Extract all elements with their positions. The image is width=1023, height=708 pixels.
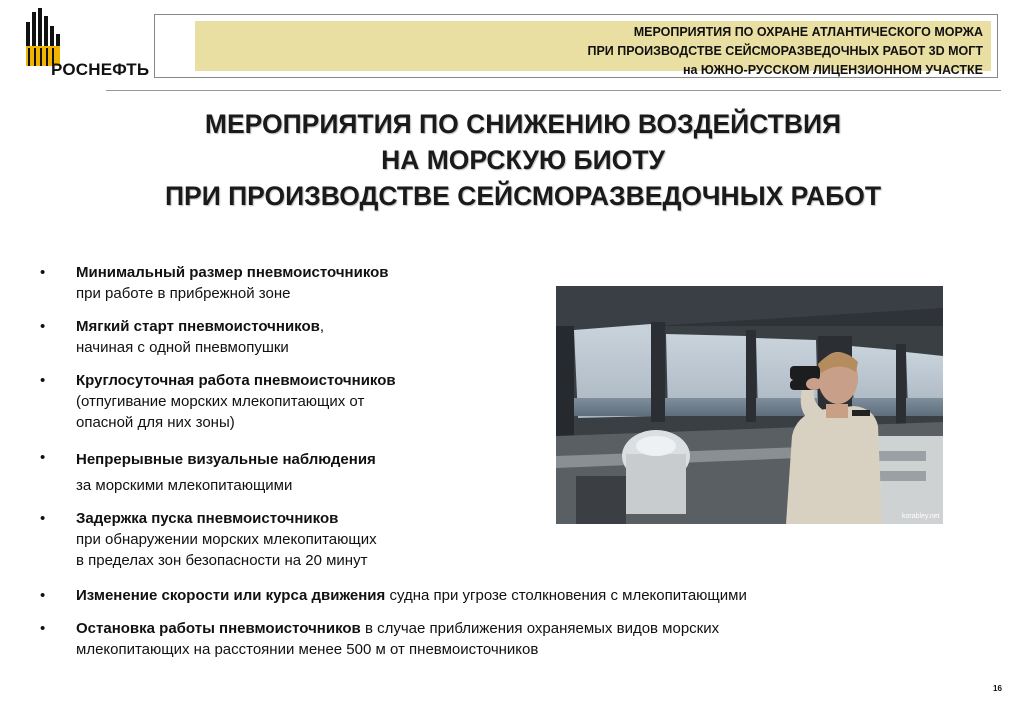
item-line-3: в пределах зон безопасности на 20 минут — [76, 552, 368, 569]
bullet-dot: • — [40, 620, 46, 637]
bridge-observer-photo — [556, 286, 943, 524]
item-title: Остановка работы пневмоисточников — [76, 620, 361, 637]
title-line-1: МЕРОПРИЯТИЯ ПО СНИЖЕНИЮ ВОЗДЕЙСТВИЯ — [204, 109, 842, 139]
header-line-3: на ЮЖНО-РУССКОМ ЛИЦЕНЗИОННОМ УЧАСТКЕ — [682, 63, 983, 77]
rosneft-emblem-icon — [26, 8, 66, 66]
header-text — [587, 23, 983, 80]
bullet-dot: • — [40, 318, 46, 335]
header-line-1: МЕРОПРИЯТИЯ ПО ОХРАНЕ АТЛАНТИЧЕСКОГО МОРЖА — [633, 25, 983, 39]
item-line-2: при обнаружении морских млекопитающих — [76, 531, 377, 548]
item-line-3: опасной для них зоны) — [76, 414, 235, 431]
item-tail: , — [319, 318, 325, 335]
photo-watermark: korabley.net — [902, 513, 940, 520]
page-number: 16 — [993, 684, 1002, 693]
item-line-2: за морскими млекопитающими — [76, 477, 293, 494]
page-title — [0, 106, 1023, 214]
bullet-dot: • — [40, 587, 46, 604]
item-title: Мягкий старт пневмоисточников — [76, 318, 320, 335]
title-line-2: НА МОРСКУЮ БИОТУ — [381, 145, 665, 175]
item-line-2: (отпугивание морских млекопитающих от — [76, 393, 365, 410]
logo-wordmark: РОСНЕФТЬ — [51, 60, 150, 79]
item-title: Задержка пуска пневмоисточников — [76, 510, 339, 527]
bullet-dot: • — [40, 372, 46, 389]
bullet-dot: • — [40, 264, 46, 281]
item-line-2: млекопитающих на расстоянии менее 500 м от пневмоисточников — [76, 641, 539, 658]
header-divider — [106, 90, 1001, 91]
title-line-3: ПРИ ПРОИЗВОДСТВЕ СЕЙСМОРАЗВЕДОЧНЫХ РАБОТ — [164, 181, 882, 211]
bullet-dot: • — [40, 449, 46, 466]
header-banner — [154, 14, 998, 78]
photo-illustration — [556, 286, 943, 524]
item-title: Круглосуточная работа пневмоисточников — [76, 372, 396, 389]
item-tail: в случае приближения охраняемых видов морских — [360, 620, 720, 637]
bullet-dot: • — [40, 510, 46, 527]
item-line-2: начиная с одной пневмопушки — [76, 339, 289, 356]
item-title: Минимальный размер пневмоисточников — [76, 264, 389, 281]
item-tail: судна при угрозе столкновения с млекопитающими — [385, 587, 747, 604]
item-line-2: при работе в прибрежной зоне — [76, 285, 291, 302]
item-title: Непрерывные визуальные наблюдения — [76, 451, 376, 468]
header-line-2: ПРИ ПРОИЗВОДСТВЕ СЕЙСМОРАЗВЕДОЧНЫХ РАБОТ 3D МОГТ — [587, 44, 983, 58]
item-title: Изменение скорости или курса движения — [76, 587, 386, 604]
